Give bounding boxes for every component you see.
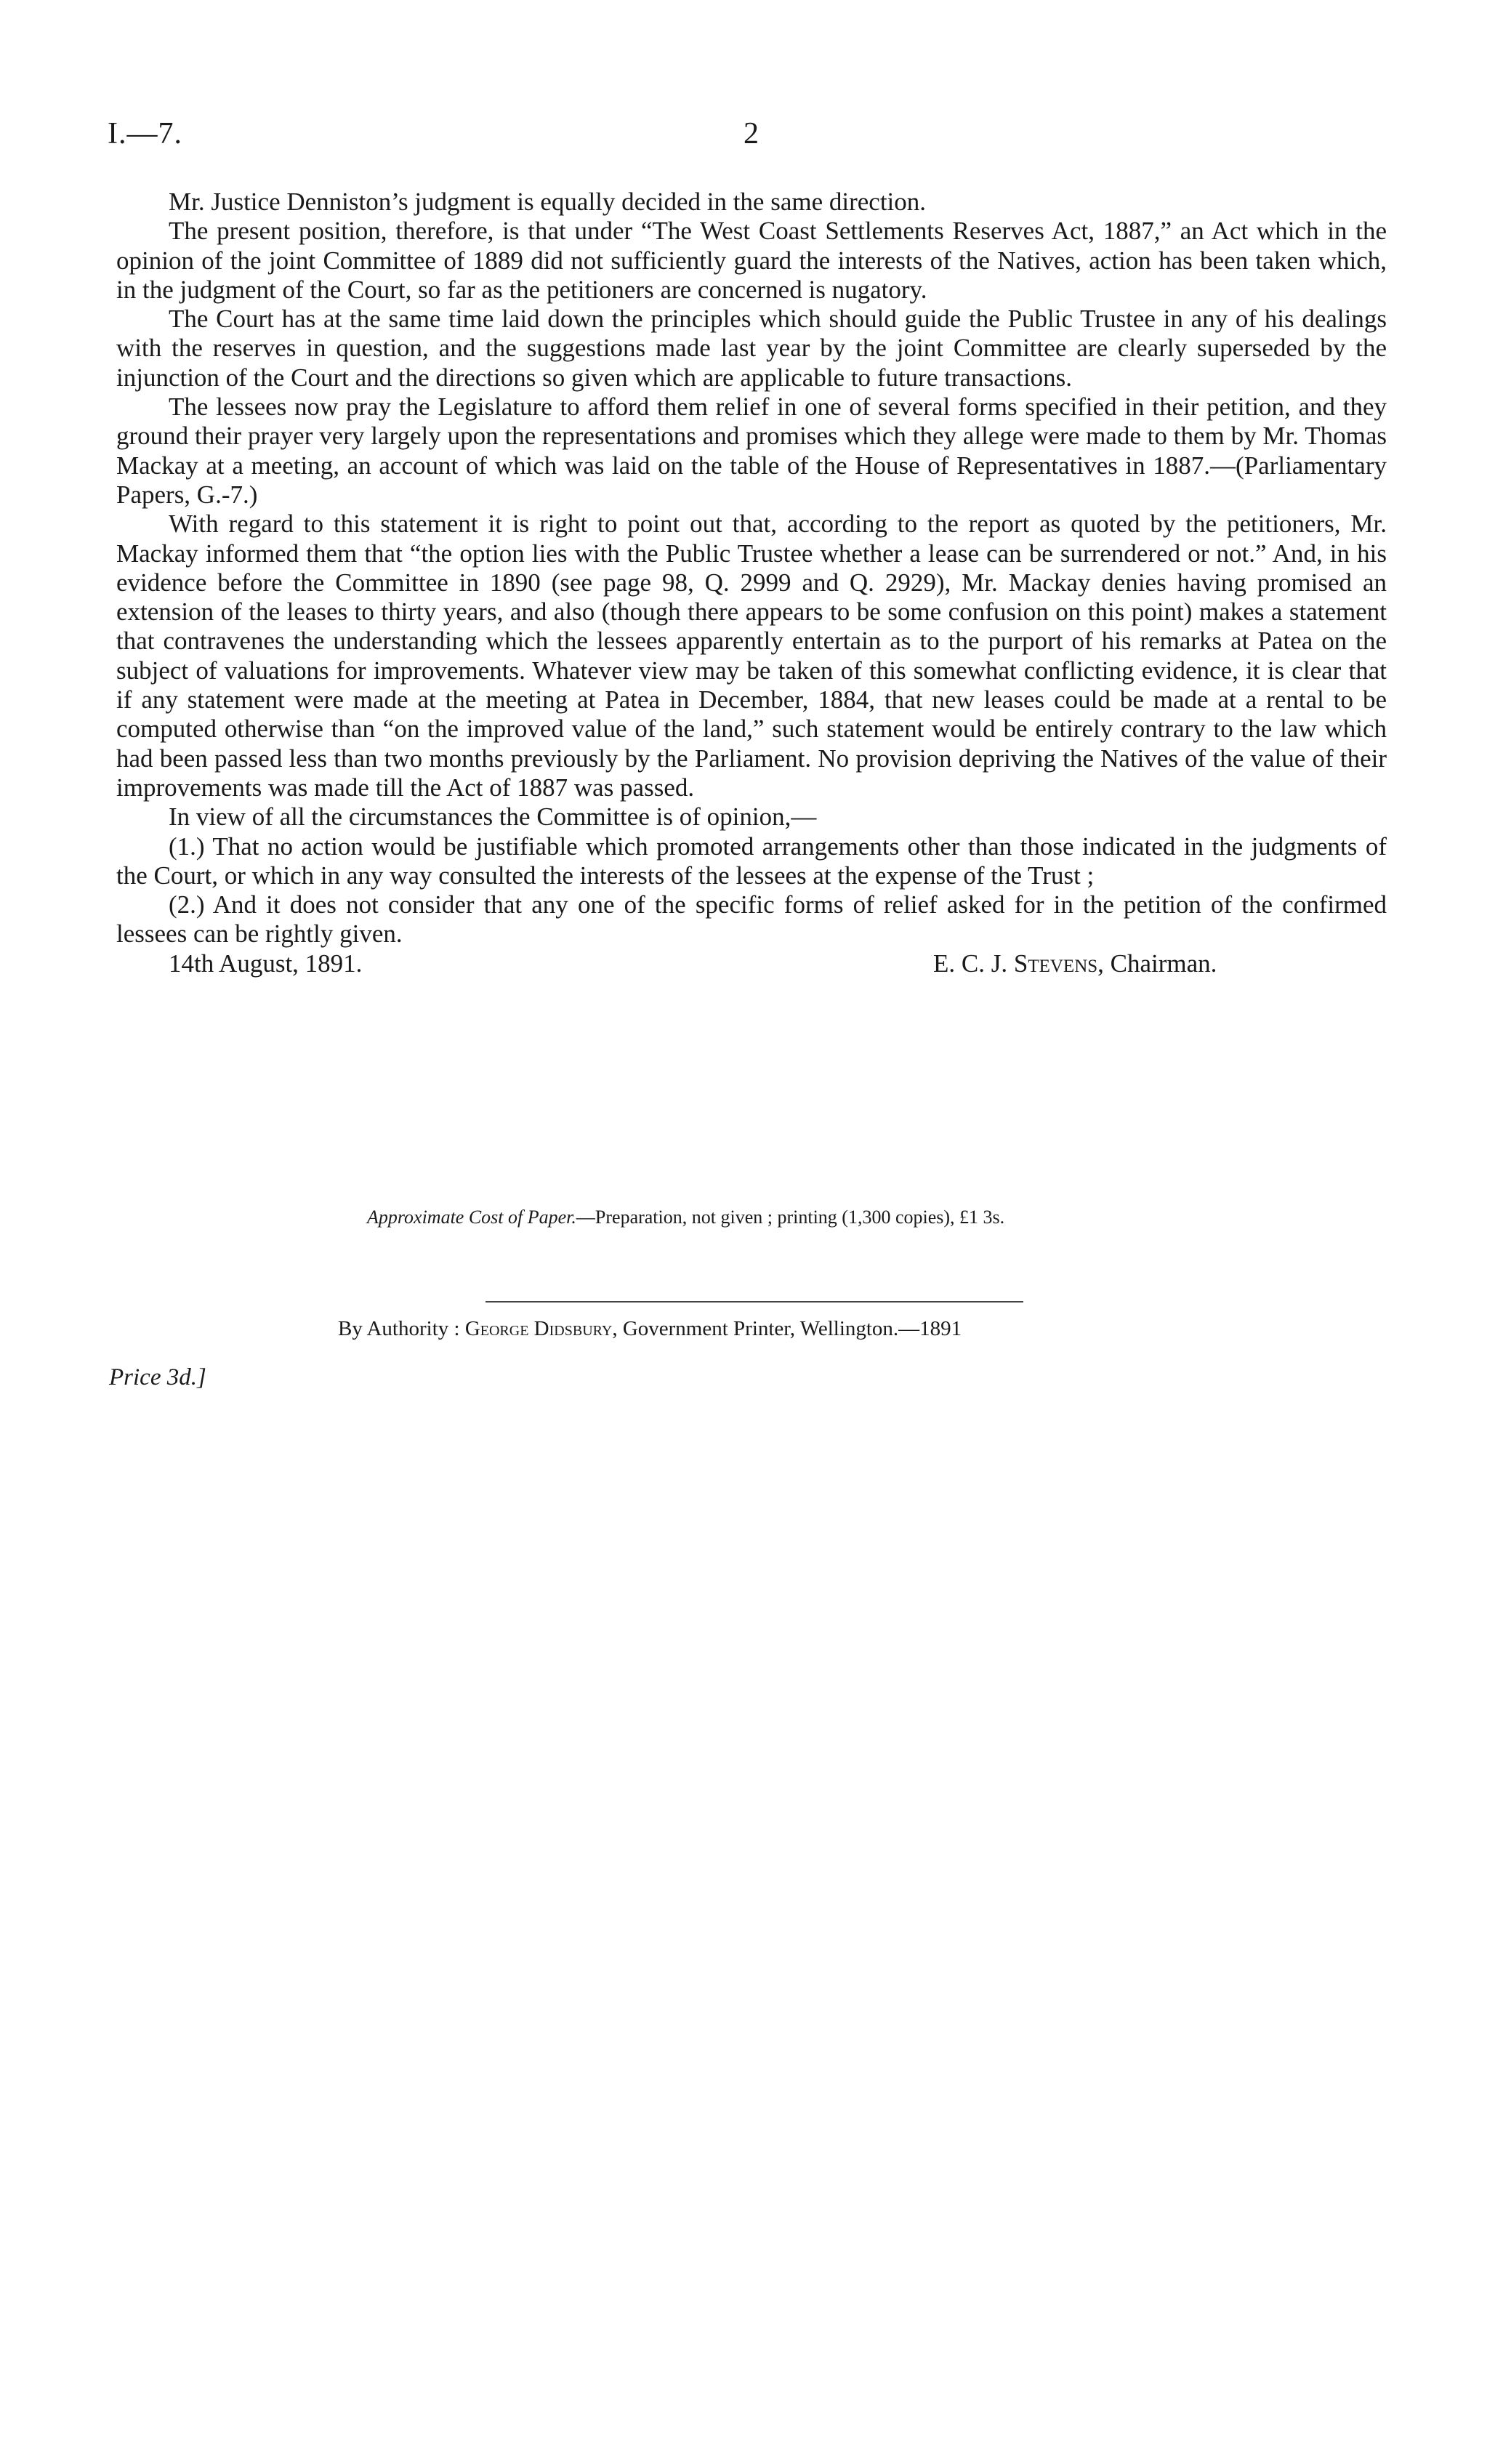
imprint-prefix: By Authority : xyxy=(338,1317,465,1340)
body-text xyxy=(116,188,1387,981)
printer-name: George Didsbury xyxy=(464,1317,613,1340)
running-head xyxy=(108,116,1387,160)
paragraph-denniston-judgment: Mr. Justice Denniston’s judgment is equally decided in the same direction. xyxy=(169,188,927,216)
paragraph-mackay-statement: With regard to this statement it is right to point out that, according to the report as quoted by the petitioners, Mr. Mackay informed them that “the option lies with the Public Trustee whether a lease can be surrendered or not.” And, in his evidence before the Committee in 1890 (see page 98, Q. 2999 and Q. 2929), Mr. Mackay denies having promised an extension of the leases to thirty years, and also (though there appears to be some confusion on this point) makes a statement that contravenes the understanding which the lessees apparently entertain as to the purport of his remarks at Patea on the subject of valuations for improvements. Whatever view may be taken of this somewhat conflicting evidence, it is clear that if any statement were made at the meeting at Patea in December, 1884, that new leases could be made at a rental to be computed otherwise than “on the improved value of the land,” such statement would be entirely contrary to the law which had been passed less than two months previously by the Parliament. No provision depriving the Natives of the value of their improvements was made till the Act of 1887 was passed. xyxy=(116,510,1387,802)
imprint-suffix: , Government Printer, Wellington.—1891 xyxy=(612,1317,962,1340)
cost-text: —Preparation, not given ; printing (1,300 copies), £1 3s. xyxy=(576,1207,1005,1228)
signature-name xyxy=(933,949,1217,978)
cost-of-paper-note xyxy=(367,1207,1004,1228)
opinion-item-2: (2.) And it does not consider that any one of the specific forms of relief asked for in the petition of the confirmed lessees can be rightly given. xyxy=(116,890,1387,949)
document-reference: I.—7. xyxy=(108,117,182,150)
paragraph-present-position: The present position, therefore, is that under “The West Coast Settlements Reserves Act, 1887,” an Act which in the opinion of the joint Committee of 1889 did not sufficiently guard the interests of the Natives, action has been taken which, in the judgment of the Court, so far as the petitioners are concerned is nugatory. xyxy=(116,217,1387,304)
signature-initials: E. C. J. xyxy=(933,949,1008,978)
signature-date: 14th August, 1891. xyxy=(169,949,363,978)
signature-surname: Stevens xyxy=(1013,949,1098,978)
signature-role: , Chairman. xyxy=(1097,949,1217,978)
divider-rule xyxy=(485,1301,1023,1303)
page-number: 2 xyxy=(744,117,759,150)
price-note: Price 3d.] xyxy=(109,1364,206,1390)
paragraph-committee-opinion: In view of all the circumstances the Committee is of opinion,— xyxy=(169,802,817,832)
cost-label: Approximate Cost of Paper. xyxy=(367,1207,576,1228)
signature-block xyxy=(116,949,1387,981)
opinion-item-1: (1.) That no action would be justifiable which promoted arrangements other than those indicated in the judgments of the Court, or which in any way consulted the interests of the lessees at the expense of the Trust ; xyxy=(116,832,1387,890)
printer-imprint xyxy=(338,1317,962,1341)
paragraph-court-principles: The Court has at the same time laid down the principles which should guide the Public Trustee in any of his dealings with the reserves in question, and the suggestions made last year by the joint Committee are clearly superseded by the injunction of the Court and the directions so given which are applicable to future transactions. xyxy=(116,305,1387,392)
paragraph-lessees-prayer: The lessees now pray the Legislature to afford them relief in one of several forms specified in their petition, and they ground their prayer very largely upon the representations and promises which they allege were made to them by Mr. Thomas Mackay at a meeting, an account of which was laid on the table of the House of Representatives in 1887.—(Parliamentary Papers, G.-7.) xyxy=(116,392,1387,509)
